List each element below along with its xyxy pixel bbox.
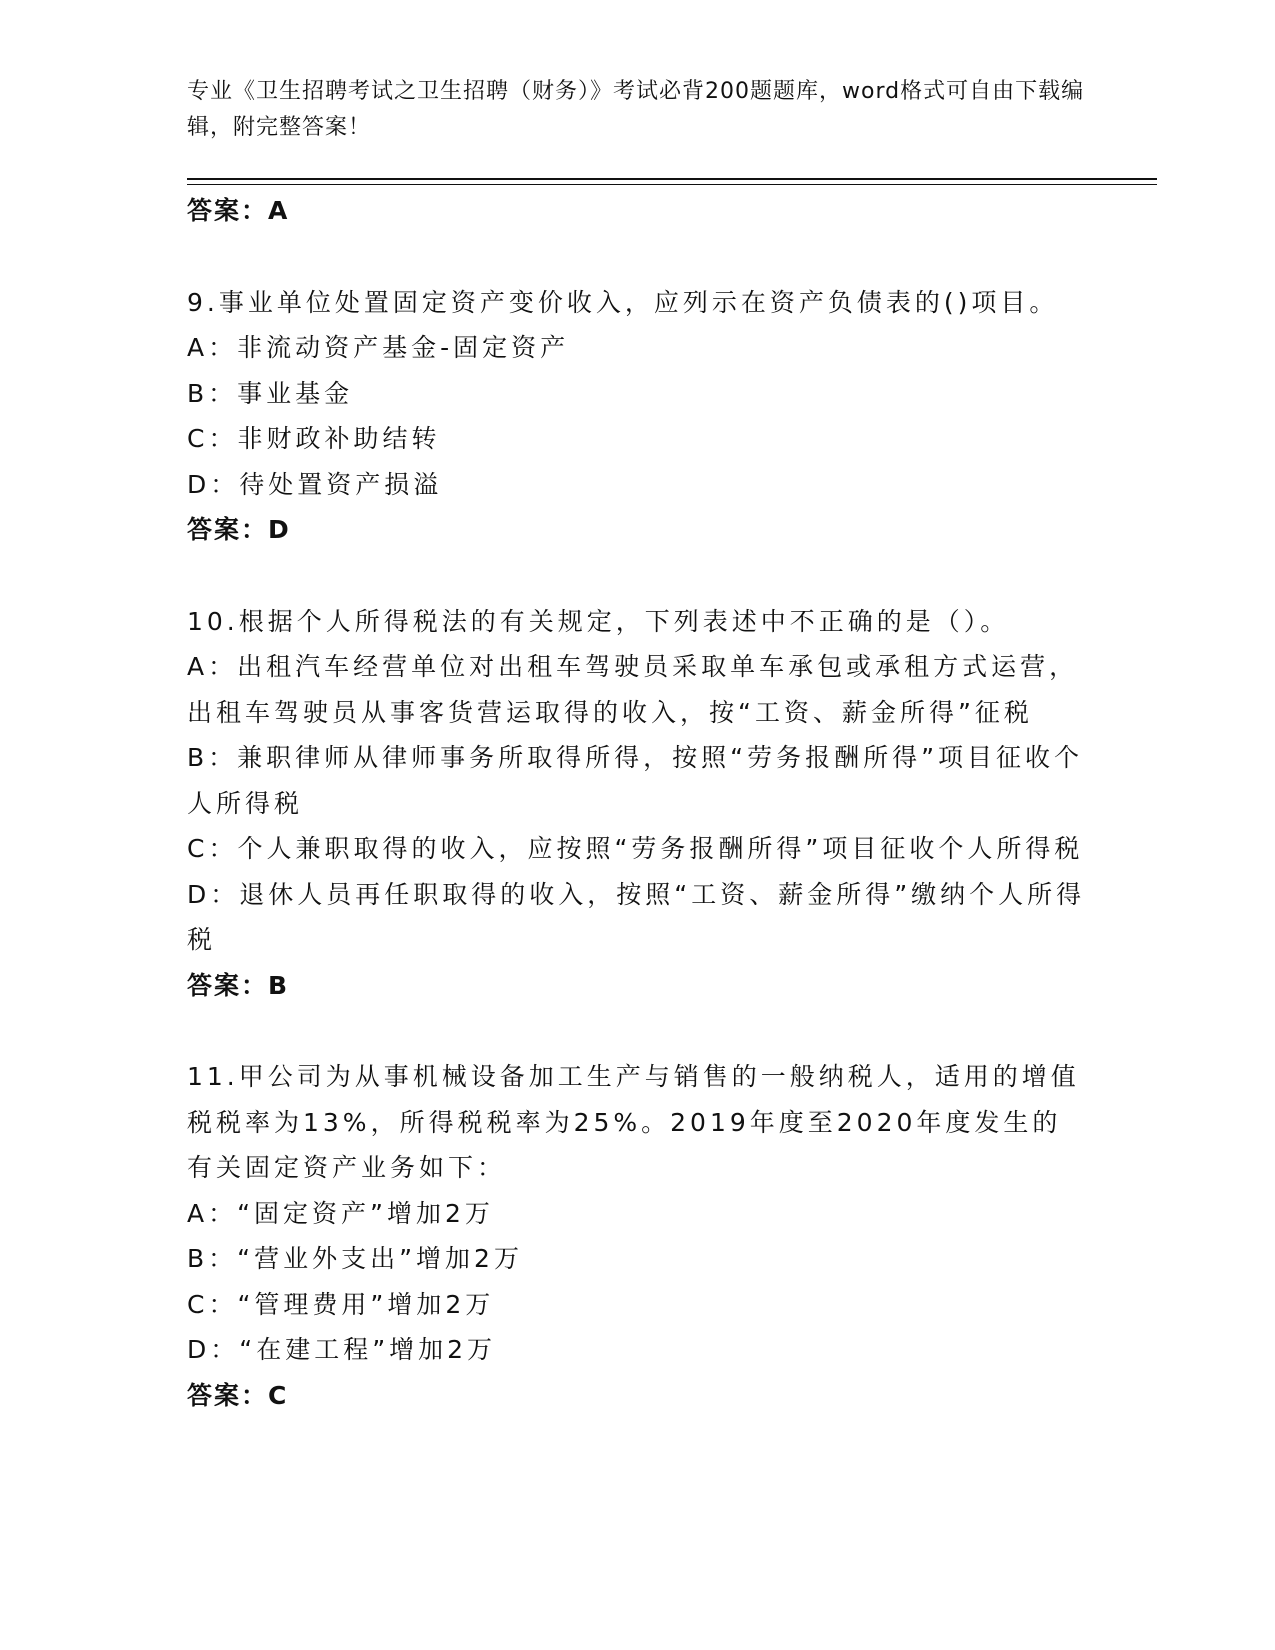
option-b: B：事业基金 (187, 378, 354, 408)
answer-line: 答案：C (187, 1380, 289, 1410)
option-c: C：“管理费用”增加2万 (187, 1289, 495, 1319)
option-c: C：非财政补助结转 (187, 424, 441, 453)
question-stem: 10.根据个人所得税法的有关规定，下列表述中不正确的是（）。 (187, 606, 1010, 636)
spacer (187, 1008, 1087, 1054)
spacer (187, 553, 1087, 599)
answer-line: 答案：A (187, 196, 290, 225)
question-11 (187, 1054, 1087, 1418)
option-b: B：兼职律师从律师事务所取得所得，按照“劳务报酬所得”项目征收个人所得税 (187, 743, 1084, 818)
option-d: D：退休人员再任职取得的收入，按照“工资、薪金所得”缴纳个人所得税 (187, 879, 1086, 954)
question-10 (187, 599, 1087, 1009)
question-stem: 9.事业单位处置固定资产变价收入，应列示在资产负债表的()项目。 (187, 287, 1059, 317)
answer-line: 答案：B (187, 970, 290, 1000)
option-c: C：个人兼职取得的收入，应按照“劳务报酬所得”项目征收个人所得税 (187, 834, 1084, 863)
header-rule-thin (187, 184, 1157, 185)
option-a: A：非流动资产基金-固定资产 (187, 333, 570, 362)
question-content (187, 188, 1087, 1418)
header-rule-thick (187, 178, 1157, 180)
answer-line: 答案：D (187, 515, 291, 544)
option-d: D：待处置资产损溢 (187, 469, 443, 499)
question-stem: 11.甲公司为从事机械设备加工生产与销售的一般纳税人，适用的增值税税率为13%，所得税税率为25%。2019年度至2020年度发生的有关固定资产业务如下： (187, 1062, 1080, 1182)
spacer (187, 234, 1087, 280)
option-d: D：“在建工程”增加2万 (187, 1335, 497, 1364)
document-header: 专业《卫生招聘考试之卫生招聘（财务）》考试必背200题题库，word格式可自由下载编辑，附完整答案！ (187, 79, 1085, 140)
option-a: A：“固定资产”增加2万 (187, 1198, 494, 1228)
option-b: B：“营业外支出”增加2万 (187, 1244, 523, 1273)
question-9 (187, 280, 1087, 553)
option-a: A：出租汽车经营单位对出租车驾驶员采取单车承包或承租方式运营，出租车驾驶员从事客货营运取得的收入，按“工资、薪金所得”征税 (187, 652, 1079, 727)
